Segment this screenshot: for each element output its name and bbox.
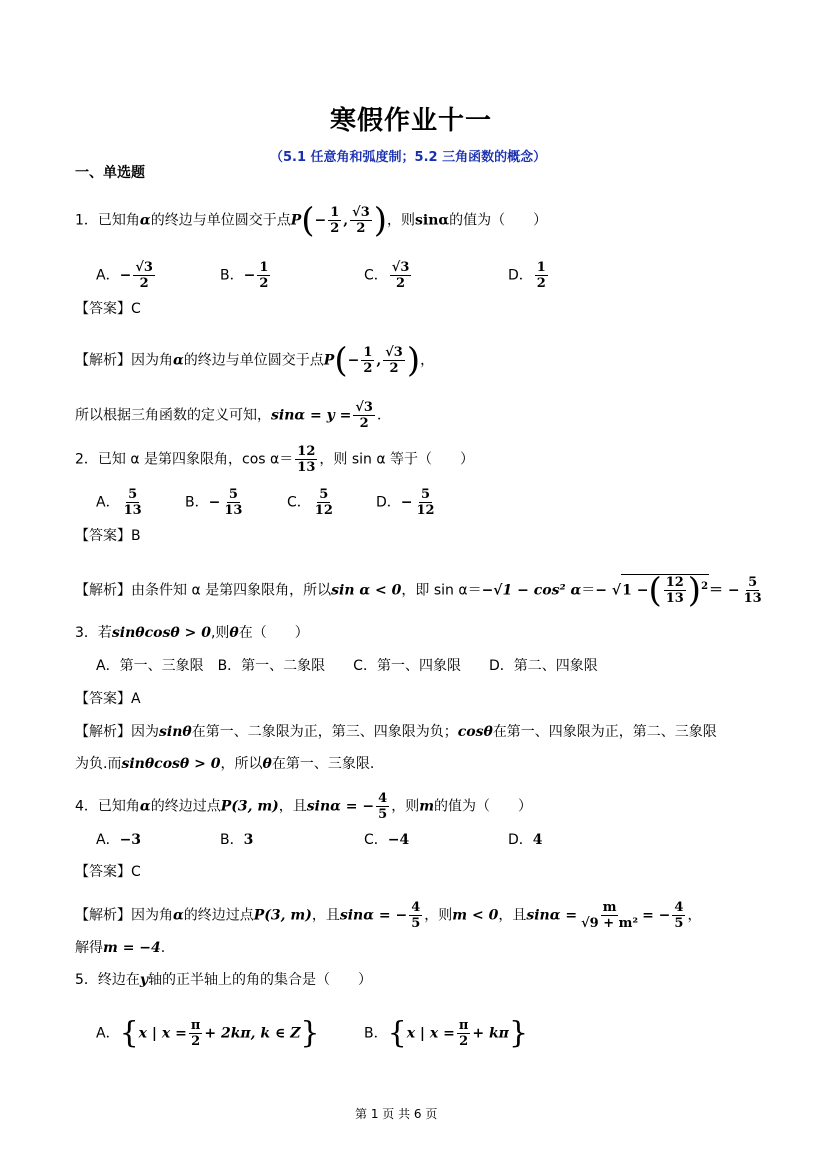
question-3-explanation-line-2: 为负.而sinθcosθ > 0，所以θ在第一、三象限.: [75, 756, 375, 772]
question-5-option-a: A．{x | x = $\frac{\pi}{2}$ + 2kπ, k ∈ Z}: [96, 1015, 320, 1051]
question-4-option-c: C．−4: [364, 832, 410, 848]
question-1-explanation-line-2: 所以根据三角函数的定义可知，sinα = y = $\frac{√3}{2}$ ．: [75, 400, 391, 431]
question-4-option-d: D．4: [508, 832, 543, 848]
question-2-option-c: C． $\frac{5}{12}$: [287, 487, 333, 518]
question-1-option-a: A．− $\frac{√3}{2}$: [96, 260, 153, 291]
question-3-options: A．第一、三象限 B．第一、二象限 C．第一、四象限 D．第二、四象限: [96, 658, 598, 674]
question-2-explanation: 【解析】由条件知 α 是第四象限角，所以sin α < 0，即 sin α＝−√1 − cos² α＝− √1 −( $\frac{12}{13}$ )$^2$＝ − $\frac{5}{13}$: [75, 570, 762, 611]
page-title: 寒假作业十一: [330, 106, 493, 136]
question-2-answer: 【答案】B: [75, 528, 141, 544]
question-3-explanation-line-1: 【解析】因为sinθ在第一、二象限为正，第三、四象限为负；cosθ在第一、四象限为正，第二、三象限: [75, 724, 717, 740]
page-subtitle: （5.1 任意角和弧度制；5.2 三角函数的概念）: [270, 150, 547, 165]
question-3-stem: 3．若sinθcosθ > 0,则θ在（ ）: [75, 625, 309, 641]
question-1-stem: 1．已知角α的终边与单位圆交于点P(− $\frac{1}{2}$ , $\frac{√3}{2}$ )，则sinα的值为（ ）: [75, 200, 548, 241]
question-5-stem: 5．终边在y轴的正半轴上的角的集合是（ ）: [75, 972, 373, 988]
question-1-option-b: B．− $\frac{1}{2}$: [220, 260, 269, 291]
question-2-option-d: D．− $\frac{5}{12}$: [376, 487, 435, 518]
question-2-option-b: B．− $\frac{5}{13}$: [185, 487, 243, 518]
question-1-explanation-line-1: 【解析】因为角α的终边与单位圆交于点P(− $\frac{1}{2}$ , $\frac{√3}{2}$ )，: [75, 340, 435, 381]
question-4-stem: 4．已知角α的终边过点P(3, m)，且sinα = − $\frac{4}{5}$ ，则m的值为（ ）: [75, 791, 533, 822]
question-2-stem: 2．已知 α 是第四象限角，cos α＝ $\frac{12}{13}$ ，则 sin α 等于（ ）: [75, 444, 475, 475]
question-1-option-d: D． $\frac{1}{2}$: [508, 260, 546, 291]
question-1-option-c: C． $\frac{√3}{2}$: [364, 260, 410, 291]
question-4-option-a: A．−3: [96, 832, 142, 848]
page-number: 第 1 页 共 6 页: [355, 1107, 438, 1121]
question-4-explanation: 【解析】因为角α的终边过点P(3, m)，且sinα = − $\frac{4}{5}$ ，则m < 0，且sinα = $\frac{m}{\text{√9 + m²}}$ = − $\frac{4}{5}$ ，: [75, 900, 702, 931]
question-5-option-b: B．{x | x = $\frac{\pi}{2}$ + kπ}: [364, 1015, 529, 1051]
question-3-answer: 【答案】A: [75, 691, 141, 707]
question-4-option-b: B．3: [220, 832, 254, 848]
question-4-answer: 【答案】C: [75, 864, 141, 880]
section-heading: 一、单选题: [75, 165, 145, 181]
question-1-answer: 【答案】C: [75, 301, 141, 317]
question-2-option-a: A． $\frac{5}{13}$: [96, 487, 142, 518]
question-4-solution: 解得m = −4.: [75, 940, 166, 956]
